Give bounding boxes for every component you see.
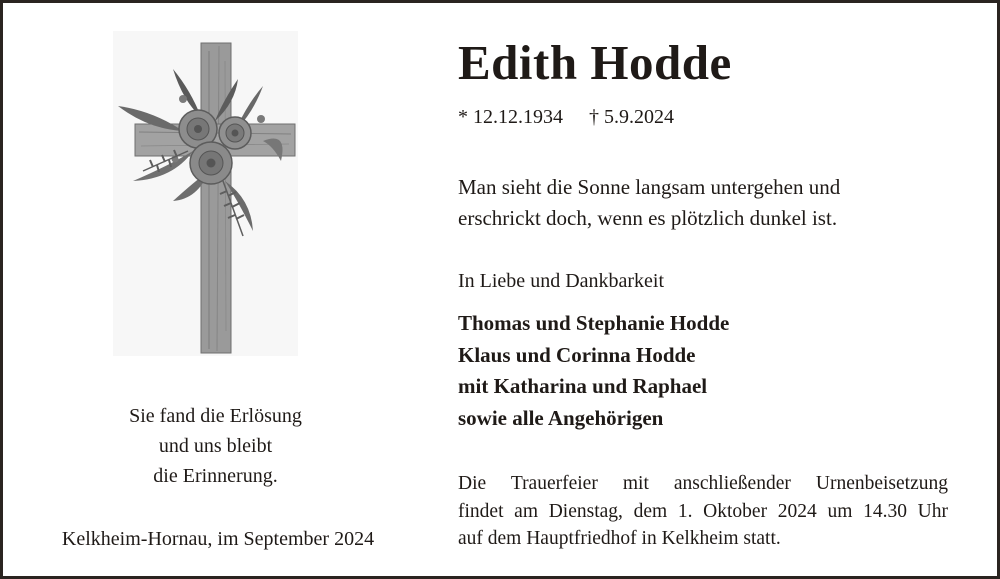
cross-illustration bbox=[113, 31, 298, 356]
funeral-line: auf dem Hauptfriedhof in Kelkheim statt. bbox=[458, 528, 781, 549]
love-line: In Liebe und Dankbarkeit bbox=[458, 270, 665, 292]
poem bbox=[458, 172, 958, 234]
left-quote-line: Sie fand die Erlösung bbox=[129, 405, 302, 427]
family-line: Klaus und Corinna Hodde bbox=[458, 342, 696, 367]
poem-line: Man sieht die Sonne langsam untergehen und bbox=[458, 175, 841, 199]
funeral-line: findet am Dienstag, dem 1. Oktober 2024 um 14.30 Uhr bbox=[458, 500, 948, 522]
left-quote-line: und uns bleibt bbox=[158, 435, 273, 457]
deceased-name: Edith Hodde bbox=[458, 35, 732, 90]
place-date: Kelkheim-Hornau, im September 2024 bbox=[61, 528, 375, 550]
birth-date: * 12.12.1934 bbox=[458, 106, 563, 128]
left-quote bbox=[63, 401, 368, 491]
cross-with-flowers-icon bbox=[113, 31, 298, 356]
funeral-line: Die Trauerfeier mit anschließender Urnenbeisetzung bbox=[458, 473, 948, 494]
death-date: † 5.9.2024 bbox=[589, 106, 674, 128]
poem-line: erschrickt doch, wenn es plötzlich dunkel ist. bbox=[458, 206, 838, 230]
life-dates bbox=[458, 104, 674, 130]
family-line: Thomas und Stephanie Hodde bbox=[458, 311, 730, 335]
funeral-info bbox=[458, 470, 948, 553]
left-quote-line: die Erinnerung. bbox=[153, 465, 278, 487]
family-line: mit Katharina und Raphael bbox=[458, 374, 708, 398]
family-line: sowie alle Angehörigen bbox=[458, 405, 664, 430]
family-list bbox=[458, 308, 729, 434]
